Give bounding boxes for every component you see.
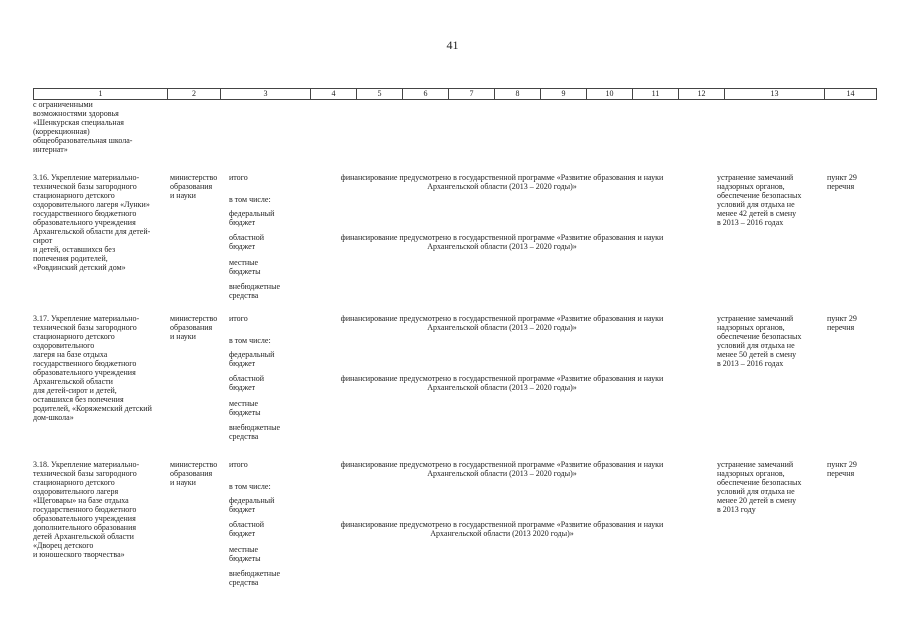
row-executor: министерство образования и науки (170, 460, 218, 487)
label-v-tom-chisle: в том числе: (229, 336, 271, 345)
label-federal: федеральный бюджет (229, 209, 275, 227)
financing-total: финансирование предусмотрено в государственной программе «Развитие образования и науки Архангельской области (2013 – 2020 годы)» (340, 460, 664, 478)
label-itogo: итого (229, 314, 248, 323)
header-col-13: 13 (725, 89, 825, 99)
label-extra: внебюджетные средства (229, 569, 280, 587)
row-reference: пункт 29 перечня (827, 173, 857, 191)
row-reference: пункт 29 перечня (827, 314, 857, 332)
label-v-tom-chisle: в том числе: (229, 482, 271, 491)
continuation-text: с ограниченными возможностями здоровья «Шенкурская специальная (коррекционная) общеобразовательная школа- интернат» (33, 100, 133, 154)
header-col-4: 4 (311, 89, 357, 99)
header-col-8: 8 (495, 89, 541, 99)
row-executor: министерство образования и науки (170, 173, 218, 200)
table-header-row (33, 88, 877, 100)
header-col-5: 5 (357, 89, 403, 99)
label-extra: внебюджетные средства (229, 423, 280, 441)
header-col-6: 6 (403, 89, 449, 99)
financing-oblast: финансирование предусмотрено в государственной программе «Развитие образования и науки Архангельской области (2013 – 2020 годы)» (340, 233, 664, 251)
row-executor: министерство образования и науки (170, 314, 218, 341)
financing-oblast: финансирование предусмотрено в государственной программе «Развитие образования и науки Архангельской области (2013 2020 годы)» (340, 520, 664, 538)
label-v-tom-chisle: в том числе: (229, 195, 271, 204)
label-federal: федеральный бюджет (229, 496, 275, 514)
header-col-14: 14 (825, 89, 877, 99)
financing-total: финансирование предусмотрено в государственной программе «Развитие образования и науки Архангельской области (2013 – 2020 годы)» (340, 173, 664, 191)
header-col-10: 10 (587, 89, 633, 99)
header-col-1: 1 (34, 89, 168, 99)
label-local: местные бюджеты (229, 258, 261, 276)
header-col-11: 11 (633, 89, 679, 99)
label-extra: внебюджетные средства (229, 282, 280, 300)
financing-total: финансирование предусмотрено в государственной программе «Развитие образования и науки Архангельской области (2013 – 2020 годы)» (340, 314, 664, 332)
label-itogo: итого (229, 460, 248, 469)
label-itogo: итого (229, 173, 248, 182)
label-local: местные бюджеты (229, 399, 261, 417)
label-local: местные бюджеты (229, 545, 261, 563)
row-reference: пункт 29 перечня (827, 460, 857, 478)
row-title: 3.17. Укрепление материально- технической базы загородного стационарного детского оздоровительного лагеря на базе отдыха государственного бюджетного образовательного учреждения Архангельской области для детей-сирот и детей, оставшихся без попечения родителей, «Коряжемский детский дом-школа» (33, 314, 152, 422)
header-col-12: 12 (679, 89, 725, 99)
header-col-9: 9 (541, 89, 587, 99)
header-col-3: 3 (221, 89, 311, 99)
row-result: устранение замечаний надзорных органов, обеспечение безопасных условий для отдыха не менее 50 детей в смену в 2013 – 2016 годах (717, 314, 802, 368)
page-number: 41 (446, 38, 459, 52)
row-title: 3.16. Укрепление материально- технической базы загородного стационарного детского оздоровительного лагеря «Лунки» государственного бюджетного образовательного учреждения Архангельской области для детей- сирот и детей, оставшихся без попечения родителей, «Ровдинский детский дом» (33, 173, 151, 272)
row-title: 3.18. Укрепление материально- технической базы загородного стационарного детского оздоровительного лагеря «Щеговары» на базе отдыха государственного бюджетного образовательного учреждения дополнительного образования детей Архангельской области «Дворец детского и юношеского творчества» (33, 460, 140, 559)
financing-oblast: финансирование предусмотрено в государственной программе «Развитие образования и науки Архангельской области (2013 – 2020 годы)» (340, 374, 664, 392)
header-col-2: 2 (168, 89, 221, 99)
row-result: устранение замечаний надзорных органов, обеспечение безопасных условий для отдыха не менее 42 детей в смену в 2013 – 2016 годах (717, 173, 802, 227)
row-result: устранение замечаний надзорных органов, обеспечение безопасных условий для отдыха не менее 20 детей в смену в 2013 году (717, 460, 802, 514)
label-oblast: областной бюджет (229, 233, 265, 251)
header-col-7: 7 (449, 89, 495, 99)
label-oblast: областной бюджет (229, 374, 265, 392)
label-federal: федеральный бюджет (229, 350, 275, 368)
label-oblast: областной бюджет (229, 520, 265, 538)
